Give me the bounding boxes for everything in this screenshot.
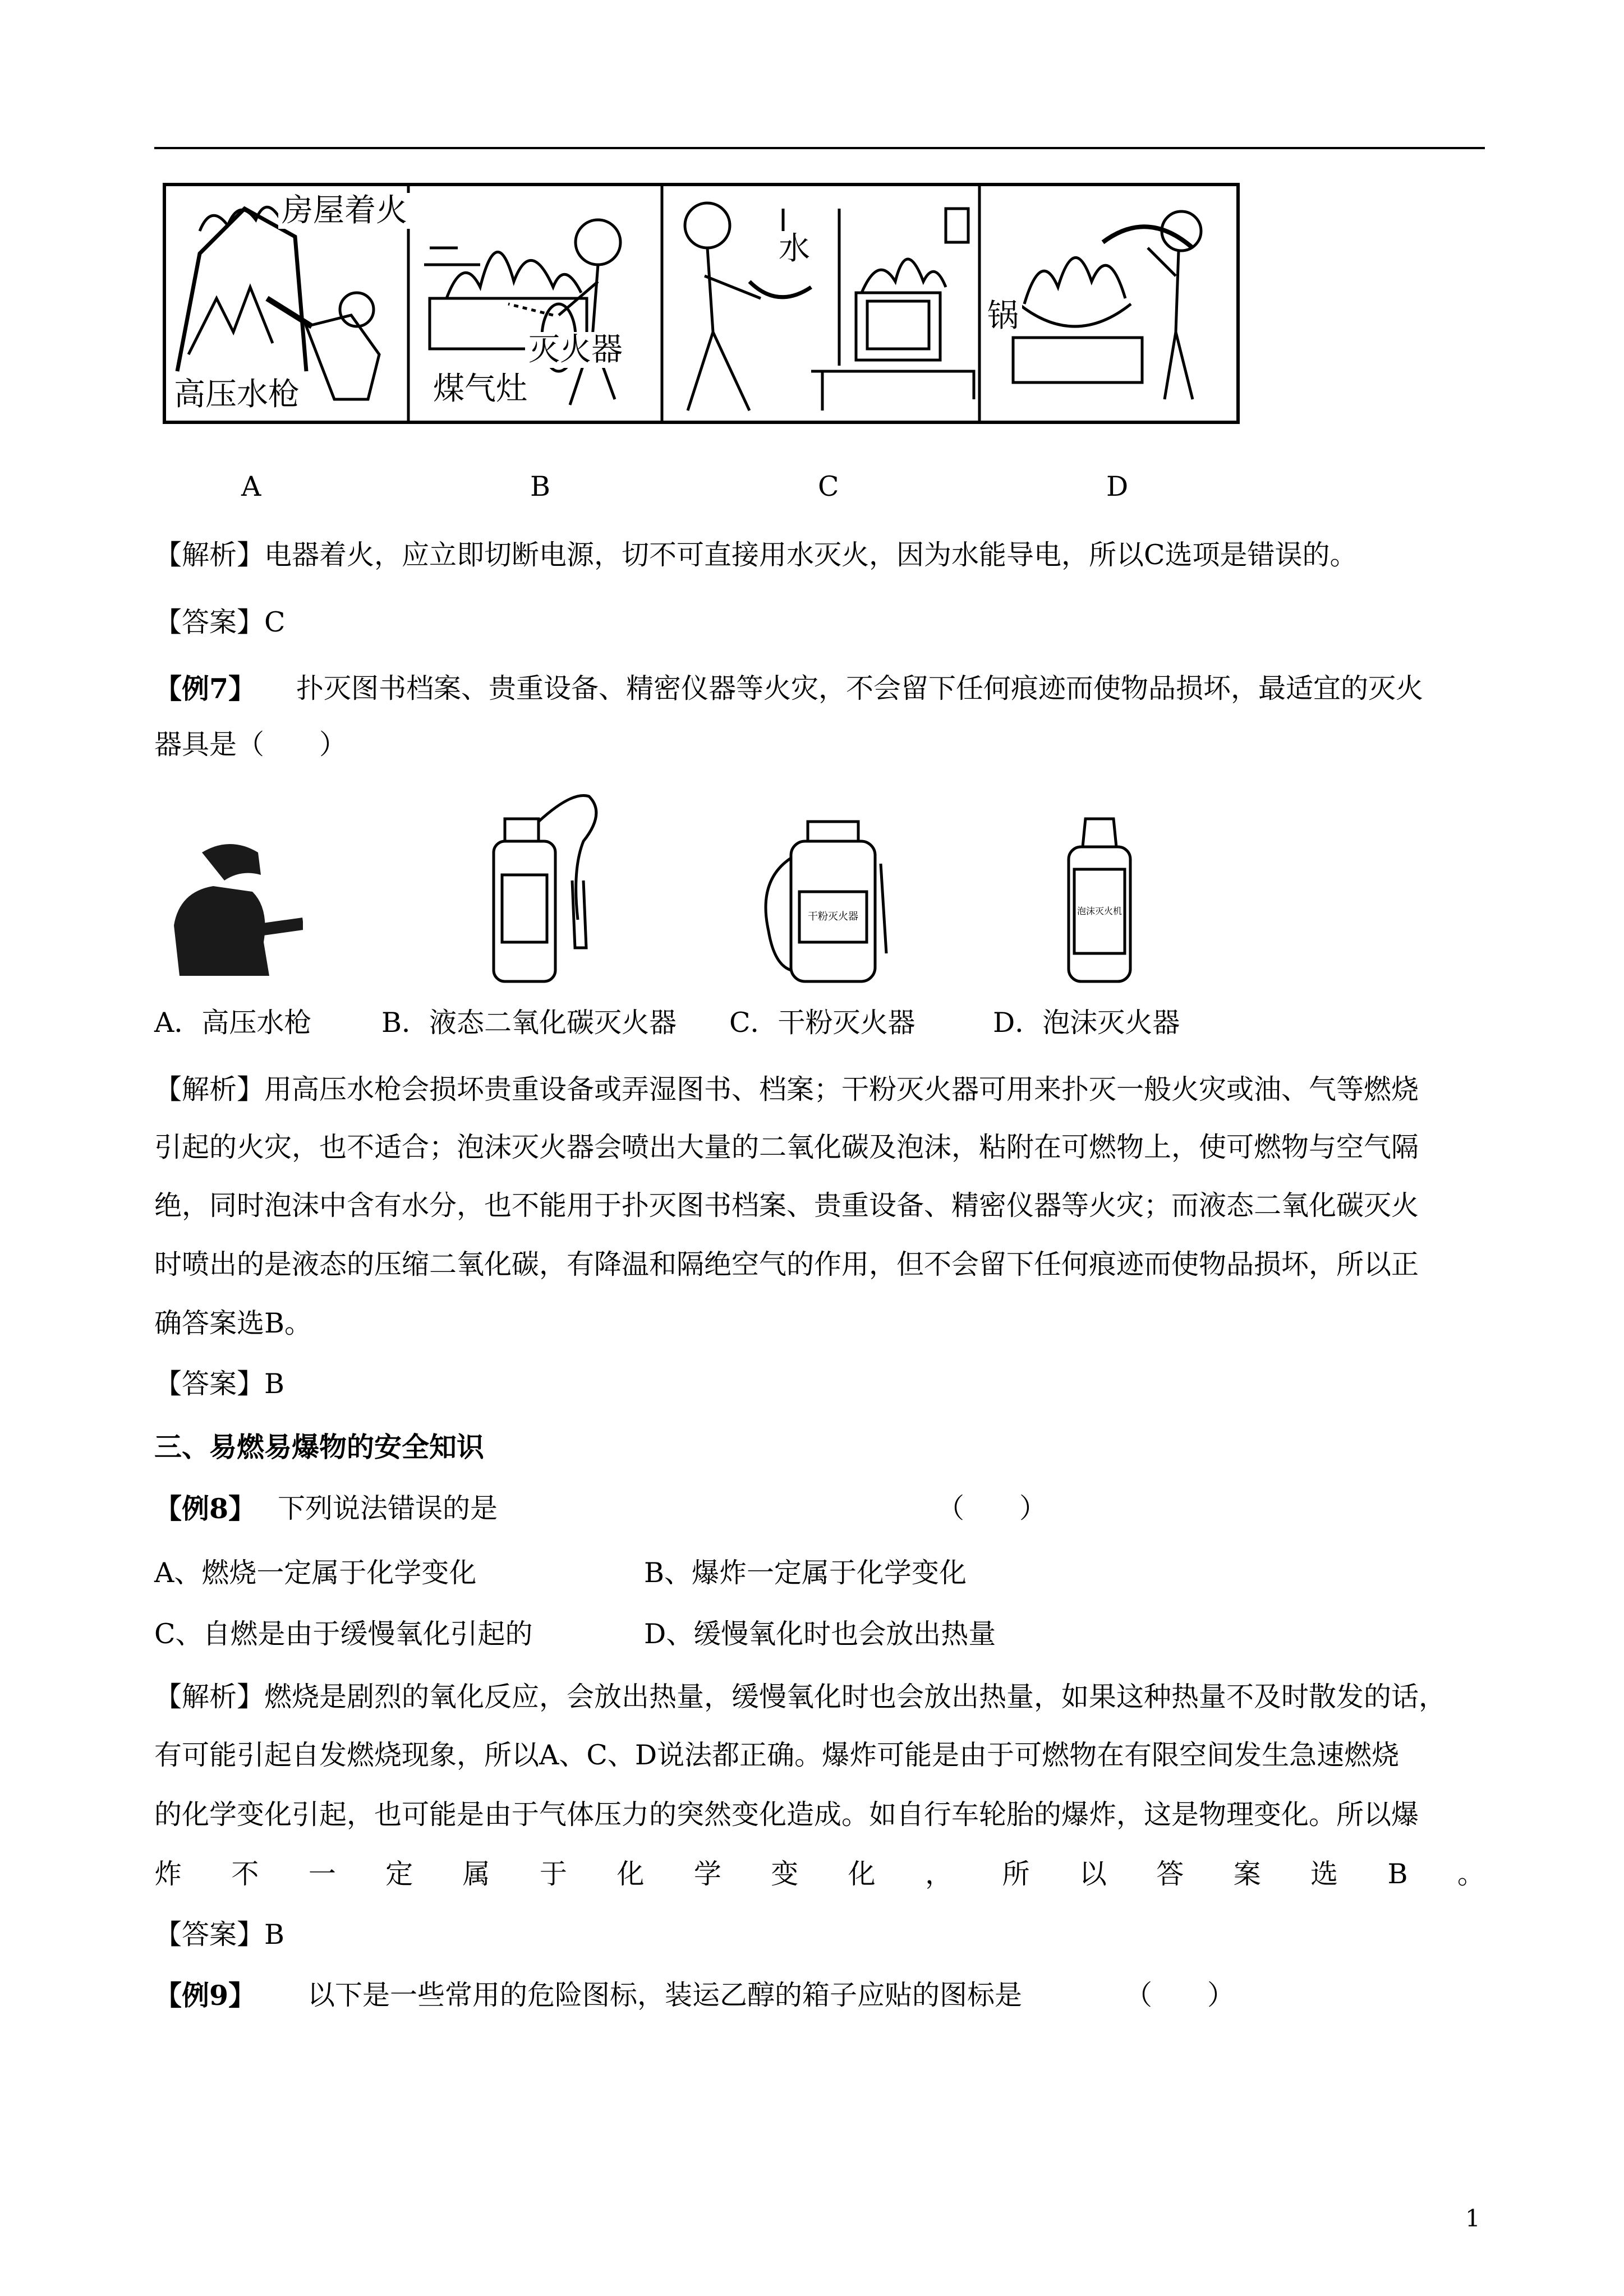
- spread-char: 所: [1002, 1858, 1030, 1890]
- section3-title: 三、易燃易爆物的安全知识: [154, 1431, 485, 1463]
- spread-char: 定: [385, 1858, 413, 1890]
- ex7-option-b: B．液态二氧化碳灭火器: [381, 1007, 677, 1039]
- ex8-answer: 【答案】B: [154, 1919, 285, 1951]
- spread-char: 以: [1079, 1858, 1107, 1890]
- ex7-analysis-line2: 引起的火灾，也不适合；泡沫灭火器会喷出大量的二氧化碳及泡沫，粘附在可燃物上，使可燃物与空气隔: [154, 1131, 1419, 1163]
- scene-label-d: D: [1106, 471, 1129, 502]
- co2-extinguisher-image: [460, 780, 611, 987]
- spread-char: B: [1387, 1858, 1408, 1890]
- spread-char: 炸: [154, 1858, 182, 1890]
- dry-powder-extinguisher-image: [752, 808, 909, 987]
- spread-char: 选: [1310, 1858, 1338, 1890]
- ex7-option-a: A．高压水枪: [154, 1007, 312, 1039]
- spread-char: ，: [925, 1858, 953, 1890]
- ex8-option-b: B、爆炸一定属于化学变化: [644, 1557, 967, 1589]
- ex9-question: 以下是一些常用的危险图标，装运乙醇的箱子应贴的图标是: [307, 1979, 1023, 2011]
- ex8-option-d: D、缓慢氧化时也会放出热量: [644, 1618, 996, 1650]
- ex8-analysis-line2: 有可能引起自发燃烧现象，所以A、C、D说法都正确。爆炸可能是由于可燃物在有限空间发生急速燃烧: [154, 1739, 1400, 1771]
- caption-high-pressure-gun: 高压水枪: [171, 377, 303, 413]
- spread-char: 。: [1457, 1858, 1485, 1890]
- ex8-paren: （ ）: [937, 1492, 1047, 1524]
- spread-char: 属: [462, 1858, 490, 1890]
- ex7-label: 【例7】: [154, 672, 256, 705]
- ex8-option-c: C、自燃是由于缓慢氧化引起的: [154, 1618, 533, 1650]
- ex8-label: 【例8】: [154, 1492, 256, 1525]
- caption-pot: 锅: [984, 298, 1022, 334]
- ex8-option-a: A、燃烧一定属于化学变化: [154, 1557, 477, 1589]
- caption-water: 水: [775, 231, 813, 267]
- ex6-answer: 【答案】C: [154, 606, 286, 638]
- ex6-analysis: 【解析】电器着火，应立即切断电源，切不可直接用水灭火，因为水能导电，所以C选项是错误的。: [154, 539, 1358, 571]
- caption-house-fire: 房屋着火: [278, 193, 411, 229]
- spread-char: 化: [617, 1858, 645, 1890]
- ex7-answer: 【答案】B: [154, 1368, 285, 1400]
- caption-gas-stove: 煤气灶: [430, 371, 531, 407]
- ex7-question-line1: 扑灭图书档案、贵重设备、精密仪器等火灾，不会留下任何痕迹而使物品损坏，最适宜的灭火: [296, 672, 1424, 704]
- ex7-option-d: D．泡沫灭火器: [993, 1007, 1180, 1039]
- high-pressure-gun-image: [157, 830, 303, 981]
- ex8-analysis-line3: 的化学变化引起，也可能是由于气体压力的突然变化造成。如自行车轮胎的爆炸，这是物理变化。所以爆: [154, 1799, 1419, 1831]
- spread-char: 变: [771, 1858, 799, 1890]
- foam-extinguisher-image: [1055, 808, 1144, 987]
- ex7-option-c: C．干粉灭火器: [729, 1007, 915, 1039]
- spread-char: 答: [1156, 1858, 1184, 1890]
- spread-char: 不: [231, 1858, 259, 1890]
- spread-char: 一: [308, 1858, 336, 1890]
- spread-char: 案: [1233, 1858, 1261, 1890]
- spread-char: 学: [693, 1858, 721, 1890]
- ex9-label: 【例9】: [154, 1979, 256, 2012]
- ex7-analysis-line1: 【解析】用高压水枪会损坏贵重设备或弄湿图书、档案；干粉灭火器可用来扑灭一般火灾或油、气等燃烧: [154, 1073, 1419, 1105]
- scene-label-b: B: [530, 471, 551, 502]
- ex9-paren: （ ）: [1125, 1979, 1235, 2011]
- caption-extinguisher: 灭火器: [525, 332, 626, 368]
- ex8-analysis-line4: [154, 1857, 1485, 1891]
- header-rule: [154, 147, 1485, 149]
- spread-char: 于: [540, 1858, 568, 1890]
- fire-scenes-figure: [163, 183, 1240, 424]
- ex8-analysis-line1: 【解析】燃烧是剧烈的氧化反应，会放出热量，缓慢氧化时也会放出热量，如果这种热量不及时散发的话，: [154, 1681, 1447, 1713]
- scene-label-c: C: [818, 471, 839, 502]
- ex7-analysis-line5: 确答案选B。: [154, 1307, 312, 1339]
- ex7-analysis-line3: 绝，同时泡沫中含有水分，也不能用于扑灭图书档案、贵重设备、精密仪器等火灾；而液态二氧化碳灭火: [154, 1190, 1419, 1221]
- spread-char: 化: [848, 1858, 876, 1890]
- dry-powder-label: 干粉灭火器: [808, 911, 858, 923]
- ex8-question: 下列说法错误的是: [278, 1492, 498, 1524]
- scene-label-a: A: [241, 471, 261, 502]
- foam-label: 泡沫灭火机: [1076, 906, 1122, 916]
- ex7-question-line2: 器具是（ ）: [154, 729, 347, 760]
- ex7-analysis-line4: 时喷出的是液态的压缩二氧化碳，有降温和隔绝空气的作用，但不会留下任何痕迹而使物品损坏，所以正: [154, 1248, 1419, 1280]
- page-number: 1: [1465, 2205, 1480, 2232]
